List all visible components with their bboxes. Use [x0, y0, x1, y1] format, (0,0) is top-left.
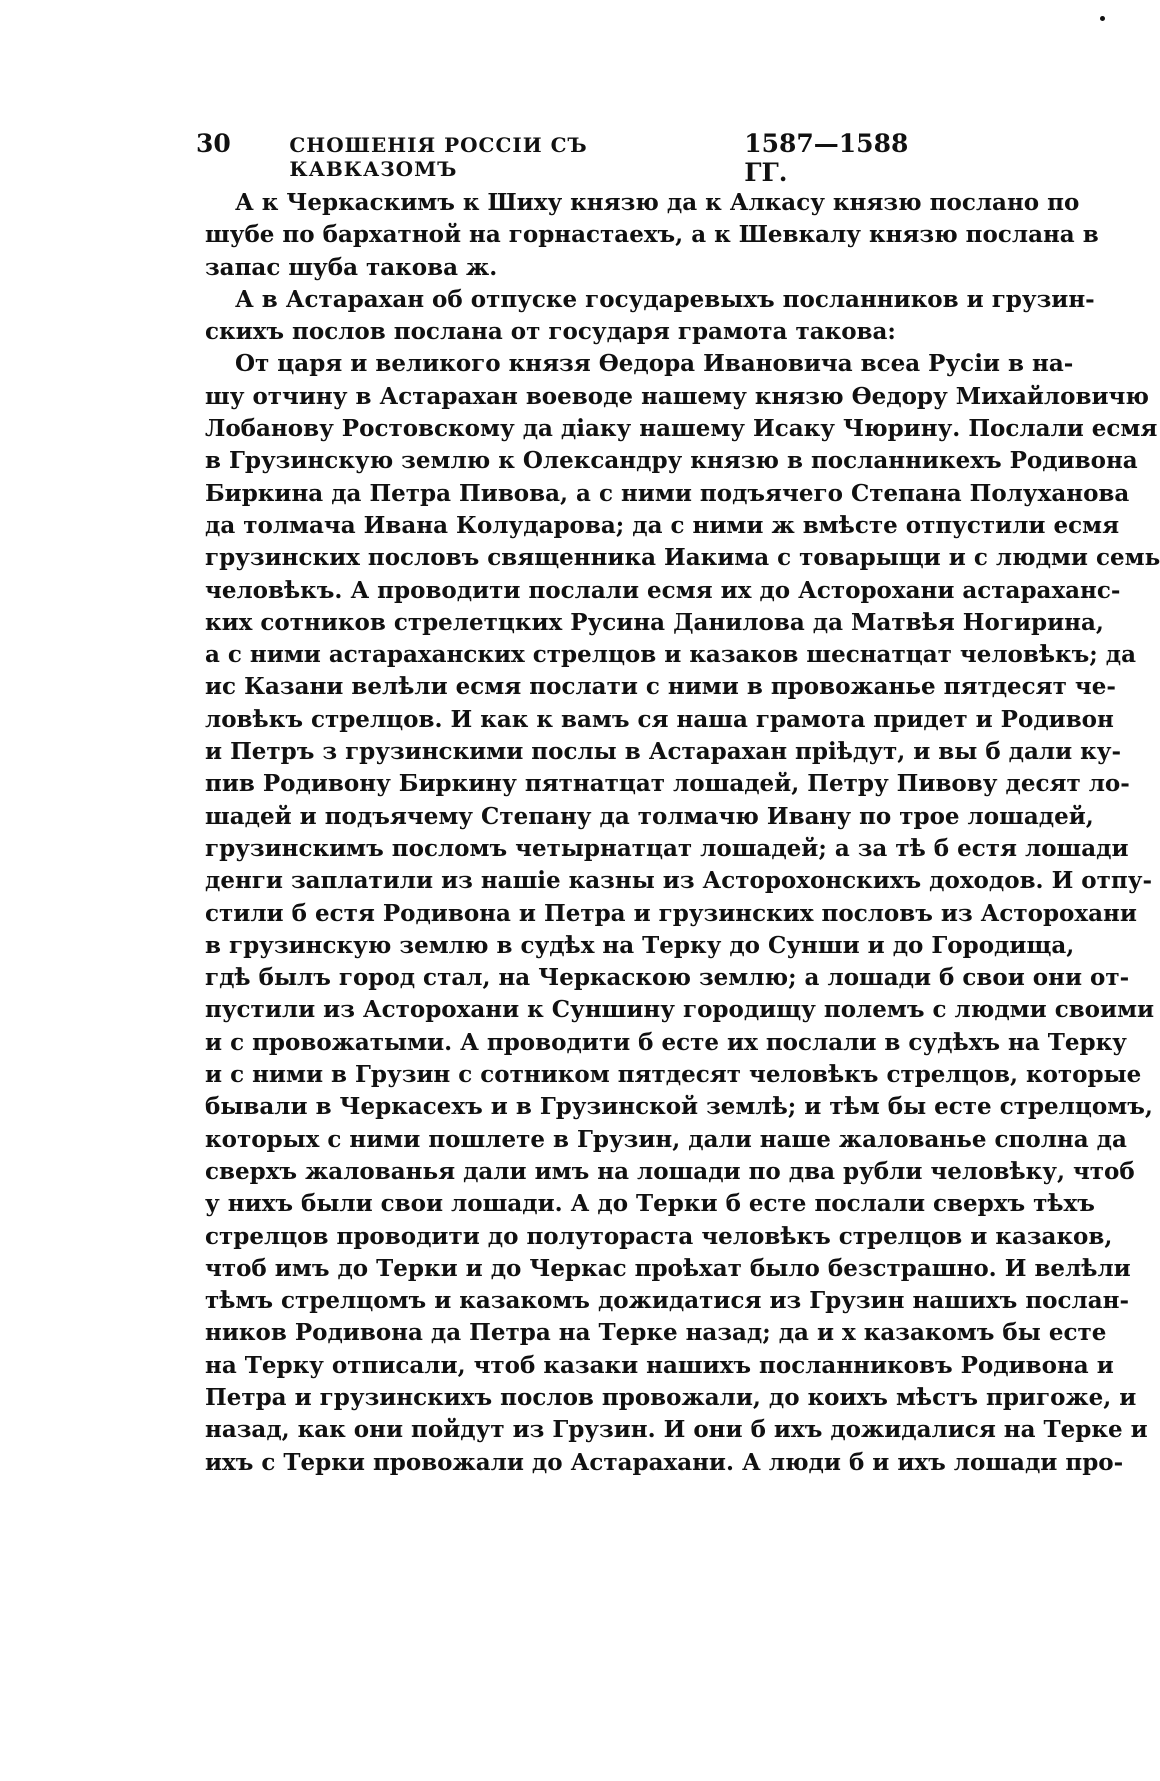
- text-line: ловѣкъ стрелцов. И как к вамъ ся наша грамота придет и Родивон: [205, 705, 1114, 733]
- text-line: в грузинскую землю в судѣх на Терку до Сунши и до Городища,: [205, 931, 1075, 959]
- text-line: шу отчину в Астарахан воеводе нашему князю Өедору Михайловичю: [205, 382, 1149, 410]
- text-line: чтоб имъ до Терки и до Черкас проѣхат было безстрашно. И велѣли: [205, 1254, 1131, 1282]
- running-title: СНОШЕНІЯ РОССІИ СЪ КАВКАЗОМЪ: [289, 133, 588, 181]
- text-line: шубе по бархатной на горнастаехъ, а к Шевкалу князю послана в: [205, 221, 1099, 249]
- paragraph: [205, 348, 1160, 1478]
- text-line: назад, как они пойдут из Грузин. И они б ихъ дожидалися на Терке и: [205, 1416, 1148, 1444]
- text-line: да толмача Ивана Колударова; да с ними ж вмѣсте отпустили есмя: [205, 511, 1120, 539]
- text-line: денги заплатили из нашіе казны из Асторохонскихъ доходов. И отпу-: [205, 867, 1152, 895]
- page-header: [196, 129, 946, 187]
- text-line: шадей и подъячему Степану да толмачю Ивану по трое лошадей,: [205, 802, 1094, 830]
- text-line: ихъ с Терки провожали до Астарахани. А люди б и ихъ лошади про-: [205, 1448, 1124, 1476]
- text-line: и Петръ з грузинскими послы в Астарахан пріѣдут, и вы б дали ку-: [205, 738, 1122, 766]
- paragraph: [205, 187, 1099, 284]
- text-line: грузинскимъ посломъ четырнатцат лошадей; а за тѣ б естя лошади: [205, 834, 1129, 862]
- text-line: ников Родивона да Петра на Терке назад; да и х казакомъ бы есте: [205, 1319, 1107, 1347]
- text-line: пив Родивону Биркину пятнатцат лошадей, Петру Пивову десят ло-: [205, 770, 1130, 798]
- text-line: сверхъ жалованья дали имъ на лошади по два рубли человѣку, чтоб: [205, 1157, 1135, 1185]
- text-line: запас шуба такова ж.: [205, 253, 498, 281]
- text-line: тѣмъ стрелцомъ и казакомъ дожидатися из Грузин нашихъ послан-: [205, 1287, 1130, 1315]
- text-line: ких сотников стрелетцких Русина Данилова да Матвѣя Ногирина,: [205, 608, 1104, 636]
- text-line: на Терку отписали, чтоб казаки нашихъ посланниковъ Родивона и: [205, 1351, 1114, 1379]
- body-text: [205, 187, 1160, 1479]
- text-line: человѣкъ. А проводити послали есмя их до Асторохани астараханс-: [205, 576, 1121, 604]
- text-line: и с ними в Грузин с сотником пятдесят человѣкъ стрелцов, которые: [205, 1061, 1142, 1089]
- text-line: А к Черкаскимъ к Шиху князю да к Алкасу князю послано по: [235, 189, 1080, 216]
- text-line: гдѣ былъ город стал, на Черкаскою землю; а лошади б свои они от-: [205, 964, 1130, 992]
- text-line: стрелцов проводити до полутораста человѣкъ стрелцов и казаков,: [205, 1222, 1113, 1250]
- text-line: Петра и грузинскихъ послов провожали, до коихъ мѣстъ пригоже, и: [205, 1383, 1137, 1411]
- text-line: стили б естя Родивона и Петра и грузинских пословъ из Асторохани: [205, 899, 1137, 927]
- text-line: бывали в Черкасехъ и в Грузинской землѣ; и тѣм бы есте стрелцомъ,: [205, 1093, 1153, 1121]
- text-line: грузинских пословъ священника Иакима с товарыщи и с людми семь: [205, 544, 1160, 572]
- text-line: в Грузинскую землю к Олександру князю в посланникехъ Родивона: [205, 447, 1138, 475]
- text-line: у нихъ были свои лошади. А до Терки б есте послали сверхъ тѣхъ: [205, 1190, 1095, 1218]
- text-line: Лобанову Ростовскому да діаку нашему Исаку Чюрину. Послали есмя: [205, 415, 1158, 443]
- text-line: ис Казани велѣли есмя послати с ними в провожанье пятдесят че-: [205, 673, 1116, 701]
- text-line: и с провожатыми. А проводити б есте их послали в судѣхъ на Терку: [205, 1028, 1127, 1056]
- text-line: А в Астарахан об отпуске государевыхъ посланников и грузин-: [235, 285, 1095, 313]
- running-years: 1587—1588 ГГ.: [744, 129, 909, 187]
- paragraph: [205, 284, 1095, 349]
- text-line: а с ними астараханских стрелцов и казаков шеснатцат человѣкъ; да: [205, 641, 1137, 669]
- text-line: скихъ послов послана от государя грамота такова:: [205, 318, 896, 346]
- text-line: которых с ними пошлете в Грузин, дали наше жалованье сполна да: [205, 1125, 1127, 1153]
- text-line: пустили из Асторохани к Суншину городищу полемъ с людми своими: [205, 996, 1155, 1024]
- page-number: 30: [196, 129, 231, 158]
- text-line: От царя и великого князя Өедора Ивановича всеа Русіи в на-: [235, 350, 1074, 378]
- margin-dot: [1100, 16, 1105, 21]
- text-line: Биркина да Петра Пивова, а с ними подъячего Степана Полуханова: [205, 479, 1130, 507]
